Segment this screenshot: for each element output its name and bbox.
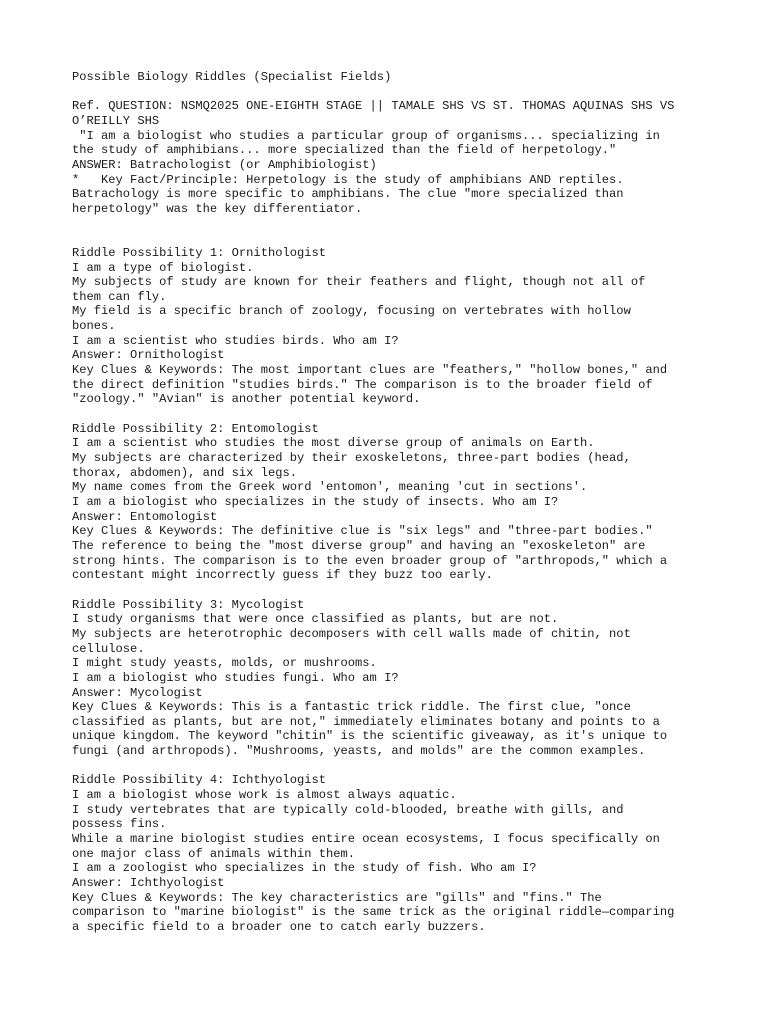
reference-section — [72, 99, 712, 216]
reference-line: the study of amphibians... more specialized than the field of herpetology." — [72, 143, 617, 158]
reference-line: ANSWER: Batrachologist (or Amphibiologist) — [72, 157, 377, 172]
riddle-keywords: contestant might incorrectly guess if they buzz too early. — [72, 568, 493, 583]
riddle-line: I am a scientist who studies the most diverse group of animals on Earth. — [72, 436, 595, 451]
riddle-keywords: Key Clues & Keywords: The key characteristics are "gills" and "fins." The — [72, 890, 602, 905]
riddle-keywords: the direct definition "studies birds." The comparison is to the broader field of — [72, 377, 653, 392]
reference-line: "I am a biologist who studies a particular group of organisms... specializing in — [72, 128, 660, 143]
riddle-4-section — [72, 773, 712, 934]
riddle-line: I am a type of biologist. — [72, 260, 254, 275]
document-page — [72, 70, 712, 935]
reference-line: Ref. QUESTION: NSMQ2025 ONE-EIGHTH STAGE || TAMALE SHS VS ST. THOMAS AQUINAS SHS VS — [72, 99, 675, 114]
riddle-answer: Answer: Ornithologist — [72, 348, 225, 363]
riddle-keywords: classified as plants, but are not," immediately eliminates botany and points to a — [72, 714, 660, 729]
riddle-line: My name comes from the Greek word 'entomon', meaning 'cut in sections'. — [72, 480, 588, 495]
reference-line: Batrachology is more specific to amphibians. The clue "more specialized than — [72, 187, 624, 202]
riddle-answer: Answer: Ichthyologist — [72, 876, 225, 891]
riddle-line: I might study yeasts, molds, or mushrooms. — [72, 656, 377, 671]
riddle-keywords: a specific field to a broader one to catch early buzzers. — [72, 919, 486, 934]
riddle-heading: Riddle Possibility 4: Ichthyologist — [72, 773, 327, 788]
riddle-line: I am a biologist who studies fungi. Who am I? — [72, 670, 399, 685]
riddle-line: My subjects are characterized by their exoskeletons, three-part bodies (head, — [72, 451, 631, 466]
riddle-line: cellulose. — [72, 641, 145, 656]
riddle-line: possess fins. — [72, 817, 167, 832]
riddle-line: I am a scientist who studies birds. Who am I? — [72, 333, 399, 348]
riddle-keywords: comparison to "marine biologist" is the same trick as the original riddle—comparing — [72, 905, 675, 920]
riddle-line: thorax, abdomen), and six legs. — [72, 465, 297, 480]
reference-line: O’REILLY SHS — [72, 113, 160, 128]
riddle-keywords: "zoology." "Avian" is another potential keyword. — [72, 392, 421, 407]
riddle-line: While a marine biologist studies entire ocean ecosystems, I focus specifically on — [72, 832, 660, 847]
riddle-heading: Riddle Possibility 2: Entomologist — [72, 421, 319, 436]
document-title: Possible Biology Riddles (Specialist Fields) — [72, 70, 392, 84]
riddle-line: one major class of animals within them. — [72, 846, 356, 861]
riddle-line: I study organisms that were once classified as plants, but are not. — [72, 612, 559, 627]
riddle-answer: Answer: Mycologist — [72, 685, 203, 700]
riddle-keywords: The reference to being the "most diverse group" and having an "exoskeleton" are — [72, 538, 646, 553]
riddle-line: I study vertebrates that are typically cold-blooded, breathe with gills, and — [72, 802, 624, 817]
riddle-line: I am a biologist whose work is almost always aquatic. — [72, 788, 457, 803]
riddle-line: My subjects of study are known for their feathers and flight, though not all of — [72, 275, 646, 290]
riddle-line: bones. — [72, 319, 116, 334]
riddle-line: My subjects are heterotrophic decomposers with cell walls made of chitin, not — [72, 626, 631, 641]
reference-line: * Key Fact/Principle: Herpetology is the study of amphibians AND reptiles. — [72, 172, 624, 187]
riddle-answer: Answer: Entomologist — [72, 509, 218, 524]
riddle-keywords: Key Clues & Keywords: This is a fantastic trick riddle. The first clue, "once — [72, 700, 631, 715]
riddle-heading: Riddle Possibility 3: Mycologist — [72, 597, 305, 612]
reference-line: herpetology" was the key differentiator. — [72, 201, 363, 216]
riddle-2-section — [72, 422, 712, 583]
riddle-3-section — [72, 598, 712, 759]
riddle-keywords: Key Clues & Keywords: The definitive clue is "six legs" and "three-part bodies." — [72, 524, 653, 539]
riddle-line: them can fly. — [72, 289, 167, 304]
riddle-keywords: unique kingdom. The keyword "chitin" is the scientific giveaway, as it's unique to — [72, 729, 668, 744]
riddle-keywords: fungi (and arthropods). "Mushrooms, yeasts, and molds" are the common examples. — [72, 744, 646, 759]
riddle-heading: Riddle Possibility 1: Ornithologist — [72, 245, 327, 260]
riddle-1-section — [72, 246, 712, 407]
riddle-keywords: strong hints. The comparison is to the even broader group of "arthropods," which a — [72, 553, 668, 568]
riddle-line: I am a biologist who specializes in the study of insects. Who am I? — [72, 494, 559, 509]
riddle-line: My field is a specific branch of zoology, focusing on vertebrates with hollow — [72, 304, 631, 319]
riddle-line: I am a zoologist who specializes in the study of fish. Who am I? — [72, 861, 537, 876]
riddle-keywords: Key Clues & Keywords: The most important clues are "feathers," "hollow bones," and — [72, 363, 668, 378]
